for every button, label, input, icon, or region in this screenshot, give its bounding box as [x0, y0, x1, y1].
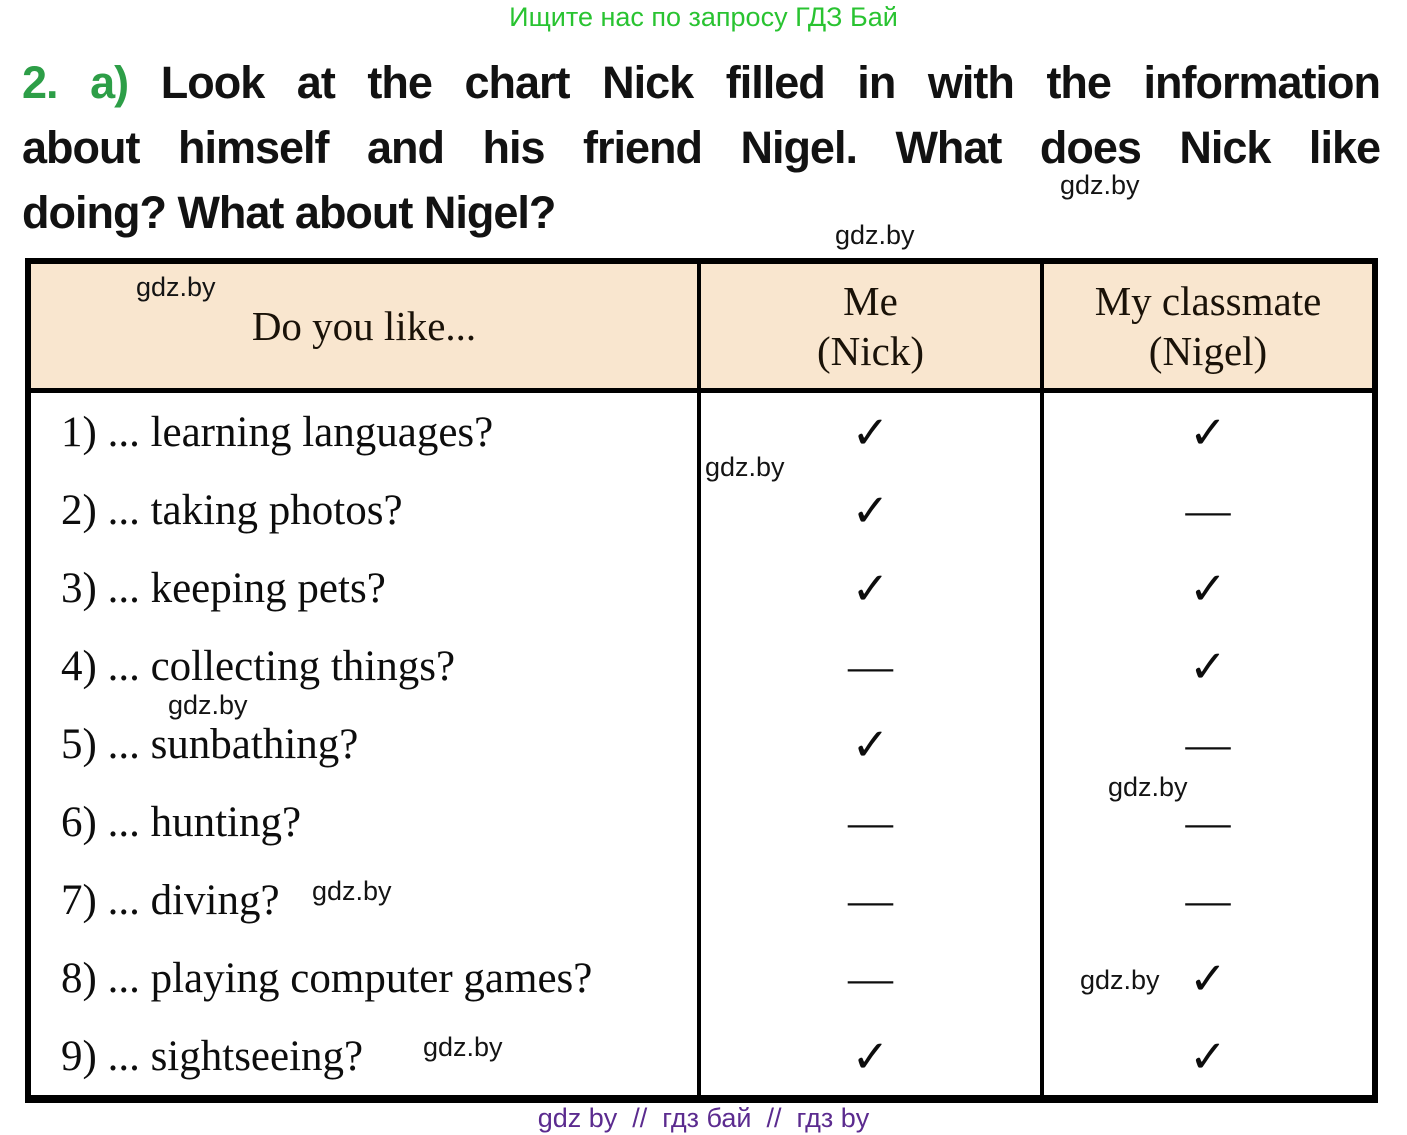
nigel-mark: — — [1040, 861, 1372, 939]
header-my-classmate-nigel — [1040, 264, 1372, 388]
watermark: gdz.by — [1108, 772, 1188, 802]
table-row — [31, 861, 1372, 939]
header-me-nick — [697, 264, 1040, 388]
nigel-mark: — — [1040, 471, 1372, 549]
title-text-1: Look at the chart Nick filled in with the information — [160, 57, 1380, 108]
title-line-2: about himself and his friend Nigel. What does Nick like — [22, 122, 1380, 173]
nigel-mark: — — [1040, 783, 1372, 861]
watermark: gdz.by — [136, 272, 216, 302]
row-label: 8) ... playing computer games? — [61, 954, 593, 1002]
title-line-3: doing? What about Nigel? — [22, 187, 556, 238]
header-col3-line2: (Nigel) — [1148, 328, 1268, 374]
row-label: 3) ... keeping pets? — [61, 564, 386, 612]
nick-mark: — — [697, 939, 1040, 1017]
row-label: 5) ... sunbathing? — [61, 720, 359, 768]
nigel-mark: — — [1040, 705, 1372, 783]
table-row — [31, 393, 1372, 471]
nick-mark: ✓ — [697, 705, 1040, 783]
nigel-mark: ✓ — [1040, 393, 1372, 471]
watermark: gdz.by — [312, 876, 392, 906]
header-do-you-like — [31, 264, 697, 388]
table-row — [31, 549, 1372, 627]
row-label: 6) ... hunting? — [61, 798, 302, 846]
table-row — [31, 1017, 1372, 1095]
site-banner: Ищите нас по запросу ГДЗ Бай — [509, 2, 898, 32]
table-header-row — [31, 264, 1372, 393]
nick-mark: — — [697, 627, 1040, 705]
footer-watermark: gdz by // гдз бай // гдз by — [537, 1103, 870, 1133]
row-label: 2) ... taking photos? — [61, 486, 403, 534]
title-line-1 — [22, 50, 1380, 115]
row-label: 4) ... collecting things? — [61, 642, 456, 690]
row-label: 9) ... sightseeing? — [61, 1032, 364, 1080]
exercise-number: 2. — [22, 57, 58, 108]
nick-mark: ✓ — [697, 393, 1040, 471]
table-row — [31, 471, 1372, 549]
nigel-mark: ✓ — [1040, 627, 1372, 705]
nick-mark: ✓ — [697, 471, 1040, 549]
nigel-mark: ✓ — [1040, 549, 1372, 627]
nigel-mark: ✓ — [1040, 939, 1372, 1017]
watermark: gdz.by — [705, 452, 785, 482]
table-body — [31, 393, 1372, 1095]
watermark: gdz.by — [1080, 965, 1160, 995]
header-col2-line2: (Nick) — [816, 328, 924, 374]
row-label: 1) ... learning languages? — [61, 408, 494, 456]
exercise-title — [22, 50, 1380, 245]
row-label: 7) ... diving? — [61, 876, 280, 924]
exercise-letter: a) — [90, 57, 129, 108]
likes-chart-table — [25, 258, 1378, 1103]
header-col2-line1: Me — [843, 278, 898, 324]
nick-mark: ✓ — [697, 1017, 1040, 1095]
watermark: gdz.by — [1060, 170, 1140, 200]
nick-mark: — — [697, 861, 1040, 939]
nigel-mark: ✓ — [1040, 1017, 1372, 1095]
table-row — [31, 939, 1372, 1017]
watermark: gdz.by — [423, 1032, 503, 1062]
watermark: gdz.by — [835, 220, 915, 250]
nick-mark: — — [697, 783, 1040, 861]
nick-mark: ✓ — [697, 549, 1040, 627]
header-col3-line1: My classmate — [1094, 278, 1322, 324]
watermark: gdz.by — [168, 690, 248, 720]
header-col1-label: Do you like... — [251, 303, 477, 349]
